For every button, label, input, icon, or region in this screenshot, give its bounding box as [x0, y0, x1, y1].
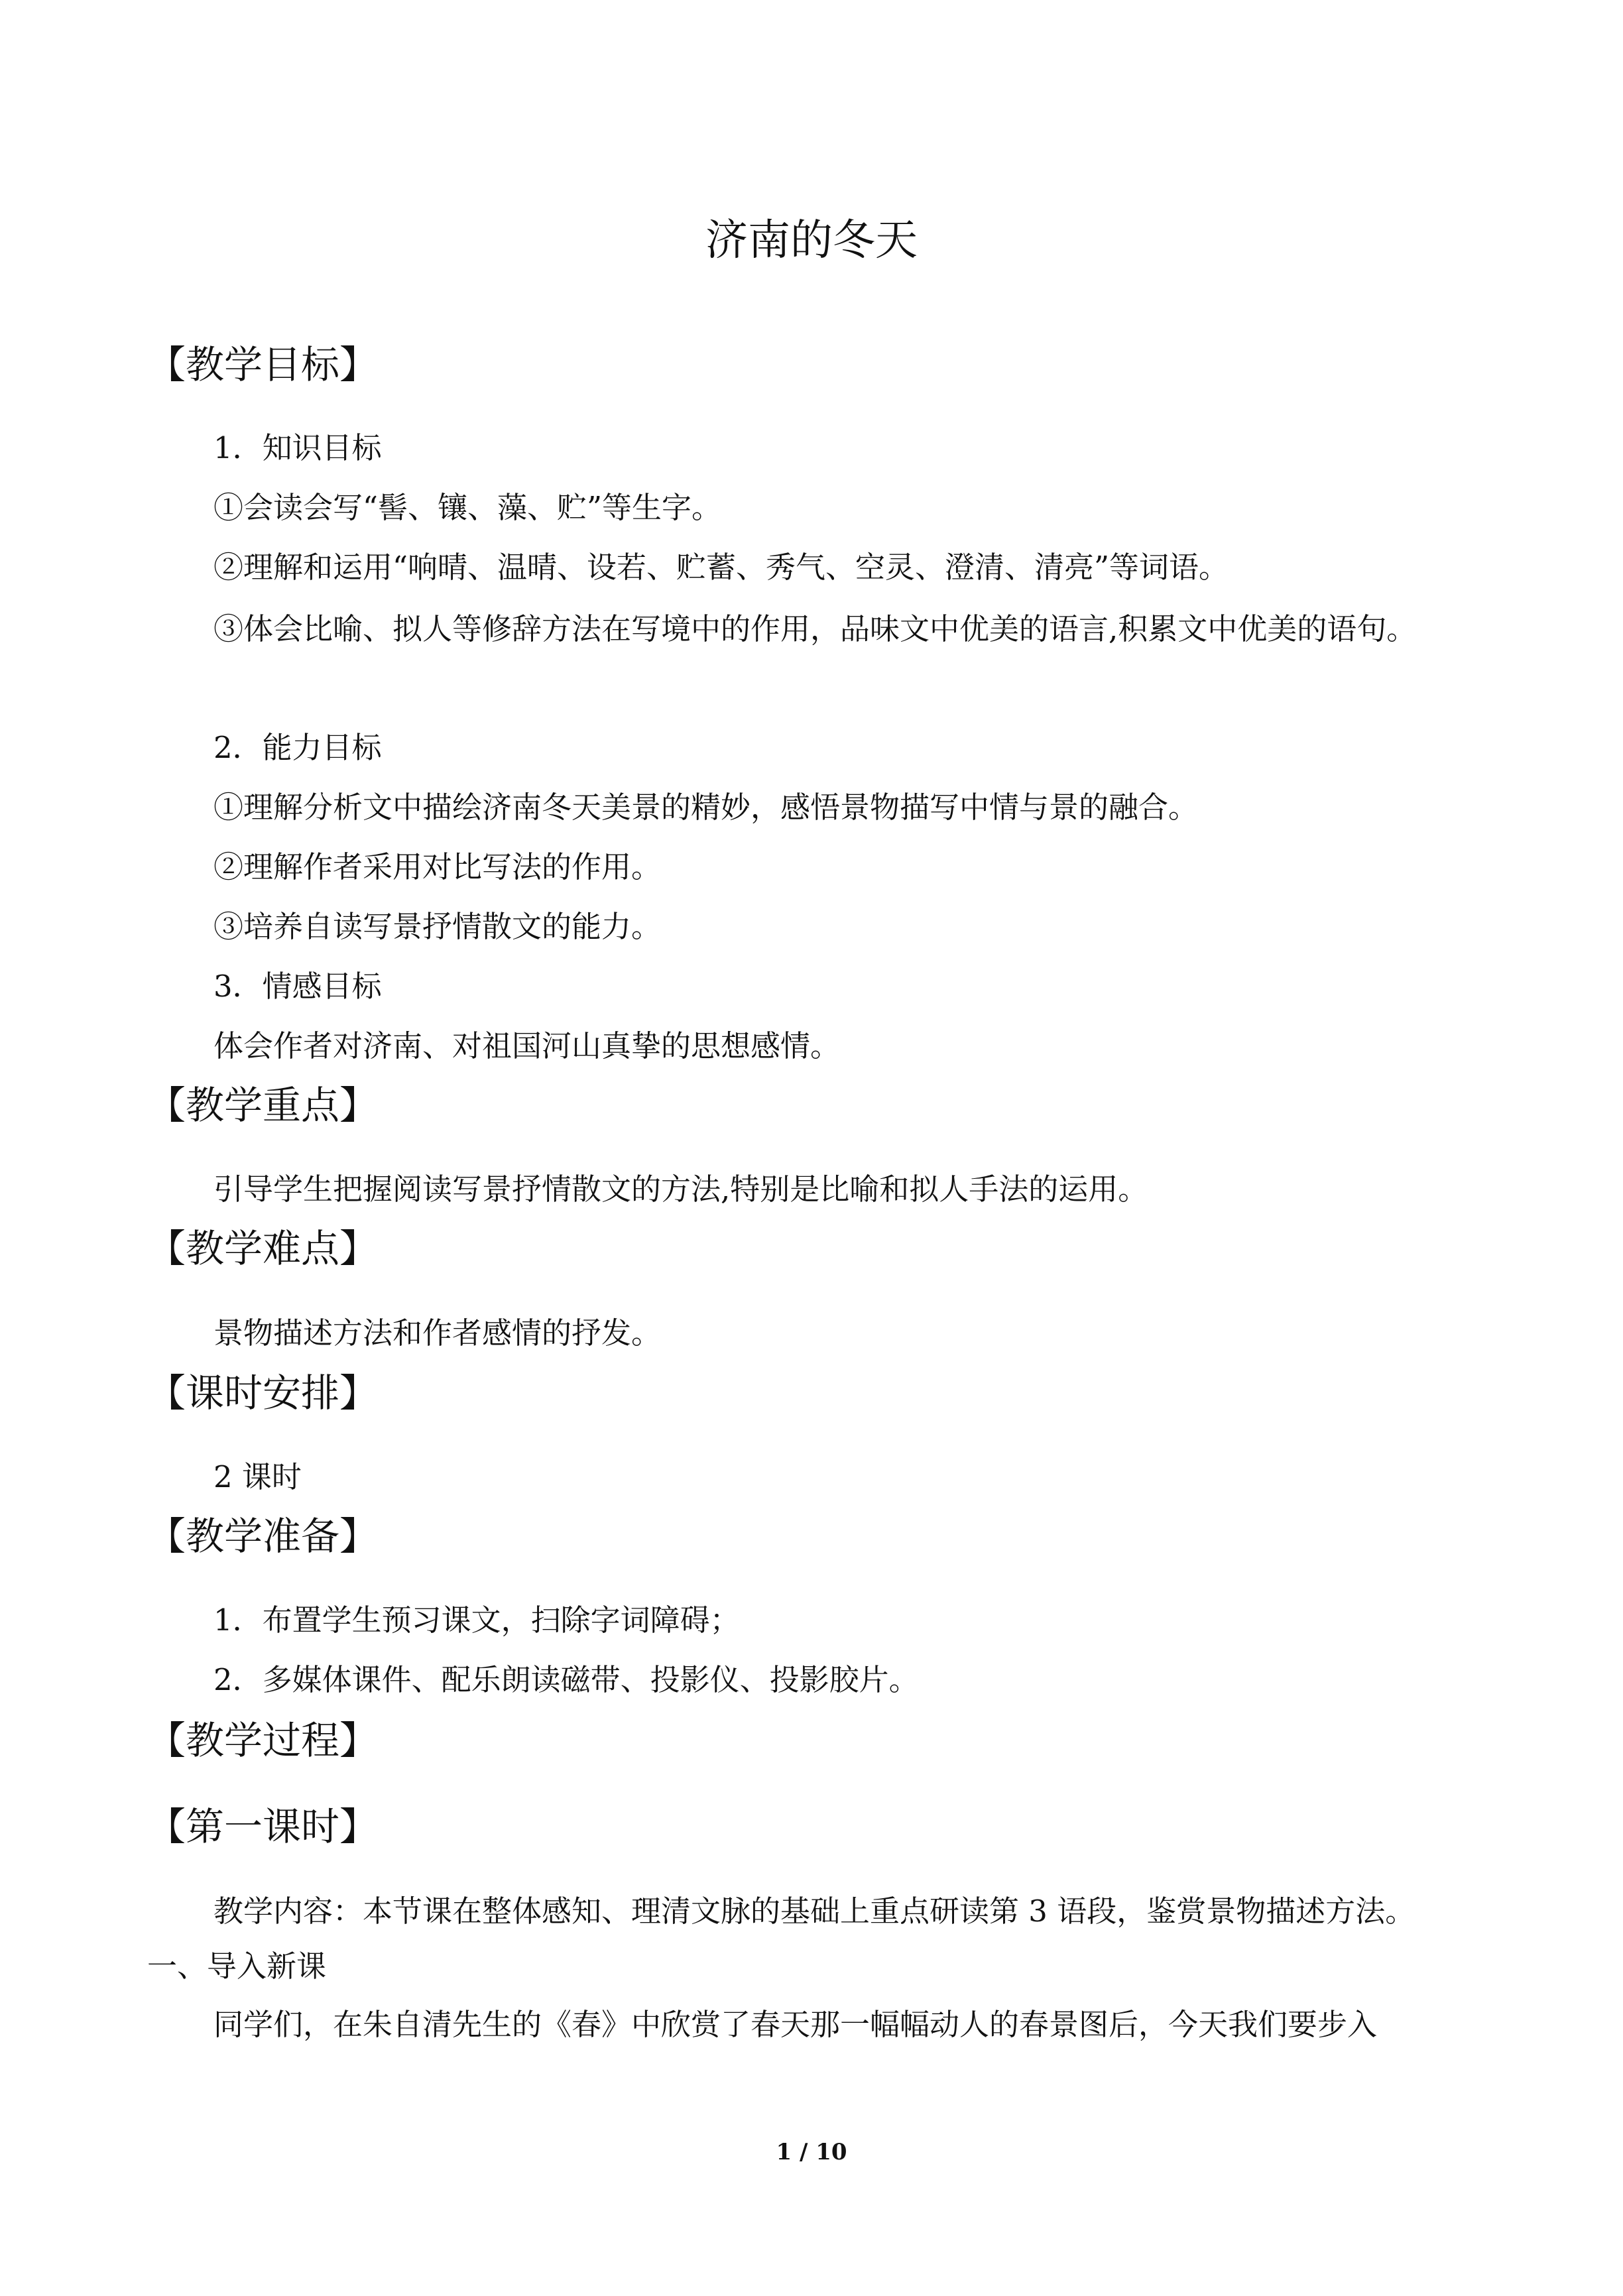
- preparation-item-1: 1．布置学生预习课文，扫除字词障碍；: [213, 1602, 740, 1638]
- page-number: 1 / 10: [776, 2139, 847, 2165]
- difficulties-text: 景物描述方法和作者感情的抒发。: [213, 1315, 662, 1351]
- heading-process: 【教学过程】: [147, 1718, 379, 1763]
- knowledge-goal-label: 1．知识目标: [213, 430, 382, 465]
- knowledge-goal-2: ②理解和运用“响晴、温晴、设若、贮蓄、秀气、空灵、澄清、清亮”等词语。: [213, 550, 1229, 585]
- preparation-item-2: 2．多媒体课件、配乐朗读磁带、投影仪、投影胶片。: [213, 1662, 919, 1697]
- emotion-goal-1: 体会作者对济南、对祖国河山真挚的思想感情。: [213, 1028, 841, 1063]
- knowledge-goal-3: ③体会比喻、拟人等修辞方法在写境中的作用，品味文中优美的语言,积累文中优美的语句。: [213, 611, 1417, 646]
- ability-goal-2: ②理解作者采用对比写法的作用。: [213, 849, 662, 884]
- key-points-text: 引导学生把握阅读写景抒情散文的方法,特别是比喻和拟人手法的运用。: [213, 1172, 1148, 1207]
- heading-schedule: 【课时安排】: [147, 1370, 379, 1416]
- heading-objectives: 【教学目标】: [147, 342, 379, 387]
- section-intro-heading: 一、导入新课: [147, 1949, 327, 1984]
- heading-difficulties: 【教学难点】: [147, 1226, 379, 1271]
- heading-key-points: 【教学重点】: [147, 1083, 379, 1128]
- ability-goal-label: 2．能力目标: [213, 730, 382, 765]
- emotion-goal-label: 3．情感目标: [213, 969, 382, 1004]
- schedule-text: 2 课时: [213, 1459, 302, 1494]
- ability-goal-3: ③培养自读写景抒情散文的能力。: [213, 909, 662, 944]
- intro-paragraph: 同学们，在朱自清先生的《春》中欣赏了春天那一幅幅动人的春景图后，今天我们要步入: [213, 2007, 1378, 2042]
- document-title: 济南的冬天: [705, 216, 918, 265]
- heading-first-lesson: 【第一课时】: [147, 1804, 379, 1849]
- lesson-content: 教学内容：本节课在整体感知、理清文脉的基础上重点研读第 3 语段，鉴赏景物描述方法。: [213, 1894, 1415, 1929]
- ability-goal-1: ①理解分析文中描绘济南冬天美景的精妙，感悟景物描写中情与景的融合。: [213, 790, 1199, 825]
- heading-preparation: 【教学准备】: [147, 1514, 379, 1559]
- knowledge-goal-1: ①会读会写“髻、镶、藻、贮”等生字。: [213, 490, 722, 525]
